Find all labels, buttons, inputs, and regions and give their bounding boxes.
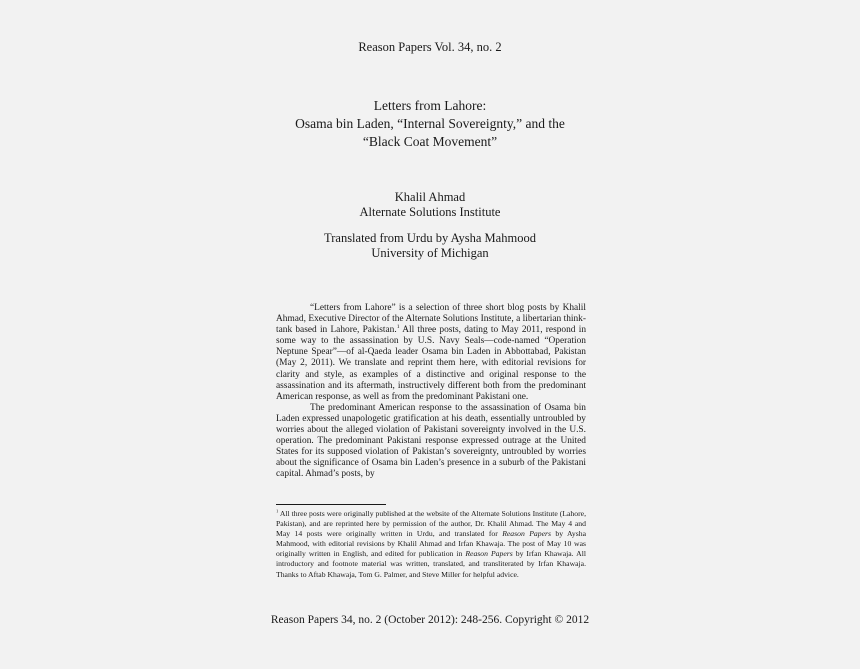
footnote-journal-italic-b: Reason Papers bbox=[465, 549, 513, 559]
paragraph-1 bbox=[276, 303, 586, 403]
footnote-rule bbox=[276, 504, 386, 505]
footnote-journal-italic-a: Reason Papers bbox=[502, 529, 551, 539]
footnote-mark: 1 bbox=[276, 508, 279, 514]
title-line-2: Osama bin Laden, “Internal Sovereignty,” and the bbox=[295, 116, 565, 131]
translator-affiliation: University of Michigan bbox=[371, 246, 489, 260]
page-footer: Reason Papers 34, no. 2 (October 2012): 248-256. Copyright © 2012 bbox=[270, 614, 590, 626]
footnote-reference: 1 bbox=[396, 324, 400, 331]
translator-credit: Translated from Urdu by Aysha Mahmood bbox=[324, 231, 536, 245]
translator-block bbox=[0, 231, 860, 261]
title-line-3: “Black Coat Movement” bbox=[362, 134, 498, 149]
body-text bbox=[276, 303, 586, 481]
author-block bbox=[0, 190, 860, 220]
author-affiliation: Alternate Solutions Institute bbox=[359, 205, 501, 219]
running-head: Reason Papers Vol. 34, no. 2 bbox=[358, 40, 502, 54]
paragraph-2: The predominant American response to the assassination of Osama bin Laden expressed unapologetic gratification at his death, essentially untroubled by worries about the alleged violation of Pakistani sovereignty involved in the U.S. operation. The predominant Pakistani response expressed outrage at the United States for its supposed violation of Pakistan’s sovereignty, untroubled by worries about the significance of Osama bin Laden’s presence in a suburb of the Pakistani capital. Ahmad’s posts, by bbox=[276, 402, 586, 480]
footnote-text-b: by Aysha Mahmood, with editorial revisions by Khalil Ahmad and Irfan Khawaja. The post of May 10 was originally written in English, and edited for publication in bbox=[276, 529, 586, 559]
footnote-text-a: All three posts were originally published at the website of the Alternate Solutions Institute (Lahore, Pakistan), and are reprinted here by permission of the author, Dr. Khalil Ahmad. The May 4 and May 14 posts were originally written in Urdu, and translated for bbox=[276, 509, 586, 539]
title-line-1: Letters from Lahore: bbox=[373, 98, 487, 113]
paragraph-1-text-a: “Letters from Lahore” is a selection of three short blog posts by Khalil Ahmad, Executive Director of the Alternate Solutions Institute, a libertarian think-tank based in Lahore, Pakistan. bbox=[276, 303, 586, 336]
article-title bbox=[0, 97, 860, 151]
paragraph-1-text-b: All three posts, dating to May 2011, respond in some way to the assassination by U.S. Navy Seals—code-named “Operation Neptune Spear”—of al-Qaeda leader Osama bin Laden in Abbottabad, Pakistan (May 2, 2011). We translate and reprint them here, with editorial revisions for clarity and style, as examples of a distinctive and original response to the assassination and its aftermath, instructively different both from the predominant American response, as well as from the predominant Pakistani one. bbox=[276, 325, 587, 402]
footnote bbox=[276, 509, 586, 580]
author-name: Khalil Ahmad bbox=[394, 190, 466, 204]
footnote-text-c: by Irfan Khawaja. All introductory and footnote material was written, translated, and transliterated by Irfan Khawaja. Thanks to Aftab Khawaja, Tom G. Palmer, and Steve Miller for helpful advice. bbox=[276, 549, 586, 579]
